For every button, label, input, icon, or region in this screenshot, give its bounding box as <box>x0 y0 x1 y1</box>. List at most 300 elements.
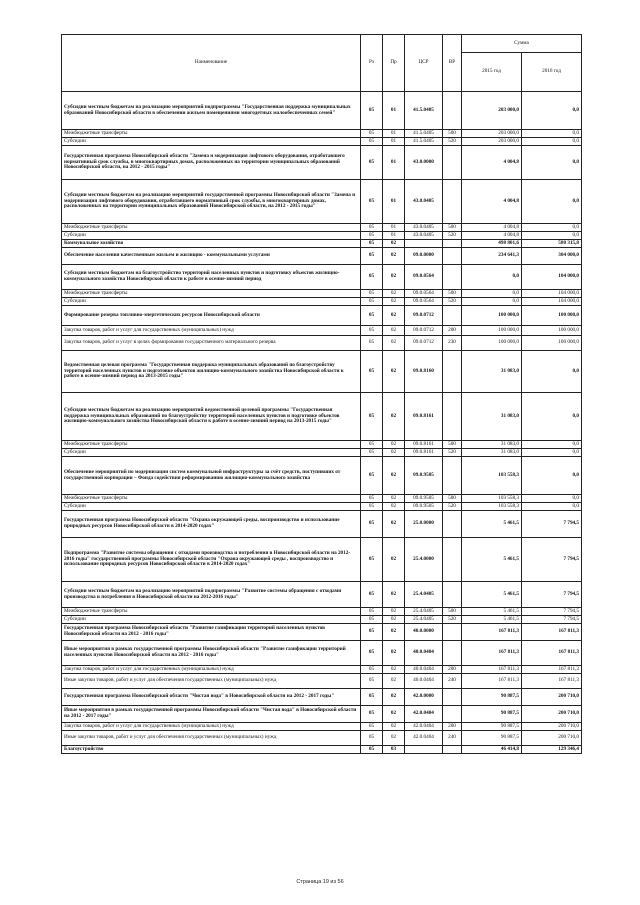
row-sum-2015: 31 083,0 <box>462 351 522 393</box>
row-pr: 02 <box>383 706 405 723</box>
row-rz: 05 <box>361 290 383 298</box>
row-sum-2015: 90 887,5 <box>462 706 522 723</box>
table-row <box>62 248 582 265</box>
row-rz: 05 <box>361 608 383 616</box>
table-row <box>62 503 582 511</box>
header-csr: ЦСР <box>405 35 443 92</box>
row-sum-2015: 167 811,3 <box>462 674 522 689</box>
row-sum-2015: 31 083,0 <box>462 393 522 441</box>
row-sum-2015: 46 414,8 <box>462 746 522 754</box>
row-pr: 02 <box>383 689 405 706</box>
row-vr: 520 <box>443 298 462 306</box>
row-pr: 02 <box>383 393 405 441</box>
row-csr: 40.0.0404 <box>405 674 443 689</box>
row-sum-2016: 304 000,0 <box>522 248 582 265</box>
row-name: Ведомственная целевая программа "Государственная поддержка муниципальных образований по благоустройству территорий населенных пунктов и подготовке объектов жилищно-коммунального хозяйства Новосибирской области к работе в осенне-зимний период на 2013-2015 годы" <box>62 351 361 393</box>
row-vr <box>443 689 462 706</box>
row-csr: 41.5.0405 <box>405 92 443 130</box>
row-sum-2016: 104 000,0 <box>522 265 582 290</box>
row-sum-2016: 0,0 <box>522 130 582 138</box>
header-sum: Сумма <box>462 35 582 53</box>
row-sum-2016: 7 794,5 <box>522 608 582 616</box>
row-sum-2016: 200 710,0 <box>522 706 582 723</box>
row-csr: 42.0.0404 <box>405 731 443 746</box>
row-pr: 02 <box>383 298 405 306</box>
row-sum-2015: 5 461,5 <box>462 538 522 582</box>
row-pr: 02 <box>383 723 405 731</box>
row-name: Субсидии местным бюджетам на реализацию мероприятий подпрограммы "Развитие системы обращения с отходами производства и потребления в Новосибирской области на 2012-2016 годы" <box>62 582 361 608</box>
row-rz: 05 <box>361 180 383 224</box>
row-pr: 02 <box>383 290 405 298</box>
row-vr: 200 <box>443 326 462 336</box>
row-rz: 05 <box>361 92 383 130</box>
row-pr: 02 <box>383 248 405 265</box>
row-pr: 03 <box>383 746 405 754</box>
row-rz: 05 <box>361 146 383 180</box>
row-sum-2015: 203 000,0 <box>462 130 522 138</box>
row-vr <box>443 393 462 441</box>
row-name: Субсидии местным бюджетам на реализацию мероприятий подпрограммы "Государственная поддержка муниципальных образований Новосибирской области в обеспечении жильем помещениями многодетных малообеспеченных семей" <box>62 92 361 130</box>
row-csr: 25.0.0000 <box>405 511 443 538</box>
row-sum-2015: 0,0 <box>462 265 522 290</box>
table-row <box>62 731 582 746</box>
row-name: Иные закупки товаров, работ и услуг для обеспечения государственных (муниципальных) нужд <box>62 674 361 689</box>
row-rz: 05 <box>361 441 383 449</box>
row-csr: 09.0.0564 <box>405 265 443 290</box>
row-name: Межбюджетные трансферты <box>62 608 361 616</box>
row-csr: 43.0.0405 <box>405 180 443 224</box>
row-rz: 05 <box>361 746 383 754</box>
header-year-2016: 2016 год <box>522 53 582 92</box>
row-pr: 02 <box>383 624 405 641</box>
row-rz: 05 <box>361 641 383 666</box>
row-vr: 230 <box>443 336 462 351</box>
row-rz: 05 <box>361 248 383 265</box>
table-row <box>62 641 582 666</box>
header-pr: Пр <box>383 35 405 92</box>
row-rz: 05 <box>361 265 383 290</box>
row-rz: 05 <box>361 731 383 746</box>
row-sum-2016: 167 811,3 <box>522 641 582 666</box>
table-row <box>62 441 582 449</box>
row-name: Закупка товаров, работ и услуг для государственных (муниципальных) нужд <box>62 666 361 674</box>
row-rz: 05 <box>361 706 383 723</box>
row-sum-2015: 167 811,3 <box>462 641 522 666</box>
row-sum-2015: 498 801,6 <box>462 240 522 248</box>
row-pr: 01 <box>383 146 405 180</box>
row-pr: 02 <box>383 449 405 457</box>
row-name: Коммунальное хозяйство <box>62 240 361 248</box>
row-sum-2016: 167 811,3 <box>522 674 582 689</box>
row-sum-2016: 0,0 <box>522 441 582 449</box>
row-sum-2016: 7 794,5 <box>522 538 582 582</box>
row-pr: 02 <box>383 351 405 393</box>
row-name: Субсидии местным бюджетам на реализацию мероприятий государственной программы Новосибирской области "Замена и модернизация лифтового оборудования, отработавшего нормативный срок службы, в многоквартирных домах, расположенных на территории муниципальных образований Новосибирской области, на 2012 - 2015 годы" <box>62 180 361 224</box>
row-csr: 09.0.9505 <box>405 503 443 511</box>
row-rz: 05 <box>361 449 383 457</box>
row-sum-2015: 100 000,0 <box>462 326 522 336</box>
row-pr: 02 <box>383 457 405 495</box>
row-vr <box>443 746 462 754</box>
row-sum-2015: 90 887,5 <box>462 723 522 731</box>
row-vr <box>443 706 462 723</box>
row-name: Государственная программа Новосибирской области "Развитие газификации территорий населенных пунктов Новосибирской области на 2012 - 2016 годы" <box>62 624 361 641</box>
row-name: Подпрограмма "Развитие системы обращения с отходами производства и потребления в Новосибирской области на 2012-2016 годы" государственной программы Новосибирской области "Охрана окружающей среды , воспроизводство и использование природных ресурсов Новосибирской области в 2014-2020 годах" <box>62 538 361 582</box>
row-vr <box>443 240 462 248</box>
row-sum-2016: 200 710,0 <box>522 689 582 706</box>
row-name: Субсидии <box>62 138 361 146</box>
row-name: Обеспечение населения качественным жильем и жилищно - коммунальными услугами <box>62 248 361 265</box>
row-pr: 01 <box>383 130 405 138</box>
table-row <box>62 265 582 290</box>
row-sum-2015: 31 083,0 <box>462 441 522 449</box>
row-name: Закупка товаров, работ и услуг в целях формирования государственного материального резерва <box>62 336 361 351</box>
table-row <box>62 511 582 538</box>
row-sum-2015: 31 083,0 <box>462 449 522 457</box>
budget-table <box>61 34 582 754</box>
row-csr: 09.0.9505 <box>405 495 443 503</box>
row-rz: 05 <box>361 224 383 232</box>
row-vr: 520 <box>443 449 462 457</box>
table-row <box>62 290 582 298</box>
row-name: Иные мероприятия в рамках государственной программы Новосибирской области "Развитие газификации территорий населенных пунктов Новосибирской области на 2012 - 2016 годы" <box>62 641 361 666</box>
row-sum-2016: 0,0 <box>522 351 582 393</box>
header-rz: Рз <box>361 35 383 92</box>
row-sum-2016: 0,0 <box>522 224 582 232</box>
row-csr <box>405 746 443 754</box>
row-csr <box>405 240 443 248</box>
row-sum-2016: 200 710,0 <box>522 723 582 731</box>
row-name: Субсидии <box>62 298 361 306</box>
row-vr: 520 <box>443 138 462 146</box>
table-row <box>62 351 582 393</box>
row-name: Субсидии <box>62 232 361 240</box>
row-vr: 500 <box>443 224 462 232</box>
row-rz: 05 <box>361 689 383 706</box>
row-sum-2015: 100 000,0 <box>462 306 522 326</box>
row-rz: 05 <box>361 457 383 495</box>
row-vr <box>443 538 462 582</box>
row-sum-2015: 90 887,5 <box>462 731 522 746</box>
row-sum-2015: 234 641,3 <box>462 248 522 265</box>
row-sum-2015: 0,0 <box>462 290 522 298</box>
row-sum-2015: 5 461,5 <box>462 616 522 624</box>
header-vr: ВР <box>443 35 462 92</box>
row-pr: 02 <box>383 616 405 624</box>
row-name: Межбюджетные трансферты <box>62 441 361 449</box>
table-header <box>62 35 582 92</box>
row-rz: 05 <box>361 138 383 146</box>
row-sum-2016: 100 000,0 <box>522 326 582 336</box>
table-body <box>62 92 582 754</box>
row-pr: 02 <box>383 731 405 746</box>
table-row <box>62 746 582 754</box>
row-pr: 02 <box>383 495 405 503</box>
row-sum-2016: 167 811,3 <box>522 666 582 674</box>
row-csr: 09.0.8161 <box>405 449 443 457</box>
row-name: Иные закупки товаров, работ и услуг для обеспечения государственных (муниципальных) нужд <box>62 731 361 746</box>
row-name: Закупка товаров, работ и услуг для государственных (муниципальных) нужд <box>62 723 361 731</box>
budget-document-page <box>61 34 581 754</box>
row-sum-2016: 7 794,5 <box>522 582 582 608</box>
table-row <box>62 706 582 723</box>
row-rz: 05 <box>361 393 383 441</box>
row-csr: 43.0.0405 <box>405 232 443 240</box>
row-name: Иные мероприятия в рамках государственной программы Новосибирской области "Чистая вода" в Новосибирской области на 2012 - 2017 годы" <box>62 706 361 723</box>
row-pr: 02 <box>383 641 405 666</box>
row-vr: 500 <box>443 130 462 138</box>
row-sum-2016: 0,0 <box>522 92 582 130</box>
row-pr: 01 <box>383 232 405 240</box>
row-sum-2016: 0,0 <box>522 180 582 224</box>
table-row <box>62 232 582 240</box>
row-csr: 43.0.0405 <box>405 224 443 232</box>
row-csr: 25.4.0405 <box>405 608 443 616</box>
row-vr: 240 <box>443 731 462 746</box>
table-row <box>62 180 582 224</box>
row-rz: 05 <box>361 326 383 336</box>
row-rz: 05 <box>361 495 383 503</box>
row-vr <box>443 180 462 224</box>
table-row <box>62 616 582 624</box>
row-name: Закупка товаров, работ и услуг для государственных (муниципальных) нужд <box>62 326 361 336</box>
row-vr <box>443 641 462 666</box>
row-sum-2015: 0,0 <box>462 298 522 306</box>
table-row <box>62 393 582 441</box>
row-pr: 02 <box>383 538 405 582</box>
row-csr: 09.0.0712 <box>405 306 443 326</box>
table-row <box>62 240 582 248</box>
row-name: Межбюджетные трансферты <box>62 290 361 298</box>
table-row <box>62 457 582 495</box>
row-sum-2015: 167 811,3 <box>462 624 522 641</box>
row-vr <box>443 582 462 608</box>
row-pr: 02 <box>383 326 405 336</box>
row-pr: 02 <box>383 511 405 538</box>
table-row <box>62 538 582 582</box>
row-vr: 200 <box>443 723 462 731</box>
row-sum-2016: 0,0 <box>522 449 582 457</box>
row-pr: 02 <box>383 336 405 351</box>
table-row <box>62 146 582 180</box>
table-row <box>62 130 582 138</box>
row-sum-2016: 104 000,0 <box>522 290 582 298</box>
row-csr: 42.0.0404 <box>405 706 443 723</box>
row-vr <box>443 265 462 290</box>
table-row <box>62 224 582 232</box>
table-row <box>62 495 582 503</box>
row-csr: 41.5.0405 <box>405 130 443 138</box>
row-name: Субсидии <box>62 503 361 511</box>
row-vr: 520 <box>443 503 462 511</box>
row-sum-2016: 7 794,5 <box>522 616 582 624</box>
row-vr: 520 <box>443 232 462 240</box>
table-row <box>62 298 582 306</box>
row-csr: 40.0.0404 <box>405 666 443 674</box>
row-vr: 500 <box>443 608 462 616</box>
table-row <box>62 336 582 351</box>
page-footer: Страница 19 из 56 <box>296 879 344 885</box>
row-csr: 41.5.0405 <box>405 138 443 146</box>
row-vr <box>443 624 462 641</box>
row-sum-2015: 4 004,8 <box>462 232 522 240</box>
row-name: Межбюджетные трансферты <box>62 224 361 232</box>
row-vr: 240 <box>443 674 462 689</box>
table-row <box>62 92 582 130</box>
row-sum-2015: 4 004,8 <box>462 180 522 224</box>
row-rz: 05 <box>361 511 383 538</box>
row-sum-2015: 103 558,3 <box>462 503 522 511</box>
row-name: Межбюджетные трансферты <box>62 130 361 138</box>
row-rz: 05 <box>361 723 383 731</box>
row-sum-2015: 203 000,0 <box>462 92 522 130</box>
row-sum-2016: 167 811,3 <box>522 624 582 641</box>
row-sum-2016: 200 710,0 <box>522 731 582 746</box>
row-sum-2015: 167 811,3 <box>462 666 522 674</box>
table-row <box>62 666 582 674</box>
row-rz: 05 <box>361 336 383 351</box>
row-pr: 01 <box>383 92 405 130</box>
table-row <box>62 689 582 706</box>
row-name: Формирование резерва топливно-энергетических ресурсов Новосибирской области <box>62 306 361 326</box>
row-rz: 05 <box>361 240 383 248</box>
table-row <box>62 608 582 616</box>
row-pr: 02 <box>383 503 405 511</box>
row-vr: 520 <box>443 616 462 624</box>
row-csr: 42.0.0404 <box>405 723 443 731</box>
row-name: Благоустройство <box>62 746 361 754</box>
row-csr: 09.0.0564 <box>405 290 443 298</box>
row-vr <box>443 248 462 265</box>
row-name: Государственная программа Новосибирской области "Охрана окружающей среды, воспроизводство и использование природных ресурсов Новосибирской области в 2014-2020 годах" <box>62 511 361 538</box>
row-pr: 02 <box>383 582 405 608</box>
row-sum-2016: 104 000,0 <box>522 298 582 306</box>
row-pr: 02 <box>383 306 405 326</box>
row-pr: 02 <box>383 608 405 616</box>
row-rz: 05 <box>361 666 383 674</box>
row-sum-2015: 100 000,0 <box>462 336 522 351</box>
row-pr: 02 <box>383 265 405 290</box>
row-vr: 500 <box>443 495 462 503</box>
row-sum-2016: 129 346,4 <box>522 746 582 754</box>
row-sum-2015: 90 887,5 <box>462 689 522 706</box>
row-name: Межбюджетные трансферты <box>62 495 361 503</box>
row-name: Субсидии местным бюджетам на реализацию мероприятий ведомственной целевой программы "Государственная поддержка муниципальных образований по благоустройству территорий населенных пунктов и подготовке объектов жилищно-коммунального хозяйства Новосибирской области к работе в осенне-зимний период на 2013-2015 годы" <box>62 393 361 441</box>
row-rz: 05 <box>361 624 383 641</box>
row-name: Государственная программа Новосибирской области "Чистая вода" в Новосибирской области на 2012 - 2017 годы" <box>62 689 361 706</box>
row-name: Субсидии <box>62 449 361 457</box>
row-sum-2016: 0,0 <box>522 457 582 495</box>
row-sum-2016: 0,0 <box>522 138 582 146</box>
row-name: Обеспечение мероприятий по модернизации систем коммунальной инфраструктуры за счёт средств, поступивших от государственной корпорации – Фонда содействия реформированию жилищно-коммунального хозяйства <box>62 457 361 495</box>
row-sum-2015: 5 461,5 <box>462 511 522 538</box>
row-csr: 09.0.8161 <box>405 393 443 441</box>
row-sum-2015: 203 000,0 <box>462 138 522 146</box>
table-row <box>62 138 582 146</box>
row-csr: 09.0.0712 <box>405 326 443 336</box>
table-row <box>62 582 582 608</box>
row-rz: 05 <box>361 538 383 582</box>
row-csr: 09.0.8161 <box>405 441 443 449</box>
row-rz: 05 <box>361 503 383 511</box>
row-csr: 09.0.0712 <box>405 336 443 351</box>
row-name: Государственная программа Новосибирской области "Замена и модернизация лифтового оборудования, отработавшего нормативный срок службы, в многоквартирных домах, расположенных на территории муниципальных образований Новосибирской области, на 2012 - 2015 годы" <box>62 146 361 180</box>
row-sum-2016: 7 794,5 <box>522 511 582 538</box>
row-rz: 05 <box>361 616 383 624</box>
row-vr: 500 <box>443 290 462 298</box>
row-csr: 09.0.0000 <box>405 248 443 265</box>
table-row <box>62 326 582 336</box>
row-rz: 05 <box>361 130 383 138</box>
row-csr: 25.4.0405 <box>405 616 443 624</box>
row-name: Субсидии местным бюджетам на благоустройство территорий населенных пунктов и подготовку объектов жилищно-коммунального хозяйства Новосибирской области к работе в осенне-зимний период <box>62 265 361 290</box>
row-sum-2015: 4 004,8 <box>462 224 522 232</box>
row-vr <box>443 92 462 130</box>
row-vr <box>443 306 462 326</box>
row-sum-2016: 0,0 <box>522 146 582 180</box>
row-vr <box>443 146 462 180</box>
row-rz: 05 <box>361 306 383 326</box>
row-sum-2015: 5 461,5 <box>462 582 522 608</box>
row-rz: 05 <box>361 351 383 393</box>
row-sum-2015: 103 558,3 <box>462 457 522 495</box>
row-sum-2016: 0,0 <box>522 503 582 511</box>
row-pr: 02 <box>383 441 405 449</box>
row-sum-2016: 0,0 <box>522 393 582 441</box>
row-pr: 01 <box>383 180 405 224</box>
table-row <box>62 449 582 457</box>
row-sum-2016: 100 000,0 <box>522 336 582 351</box>
row-csr: 40.0.0000 <box>405 624 443 641</box>
row-vr <box>443 457 462 495</box>
row-vr: 200 <box>443 666 462 674</box>
row-vr: 500 <box>443 441 462 449</box>
row-sum-2015: 103 558,3 <box>462 495 522 503</box>
table-row <box>62 624 582 641</box>
row-rz: 05 <box>361 674 383 689</box>
row-name: Субсидии <box>62 616 361 624</box>
row-sum-2015: 4 004,8 <box>462 146 522 180</box>
row-csr: 42.0.0000 <box>405 689 443 706</box>
table-row <box>62 306 582 326</box>
row-pr: 02 <box>383 666 405 674</box>
row-sum-2016: 100 000,0 <box>522 306 582 326</box>
row-pr: 01 <box>383 224 405 232</box>
table-row <box>62 674 582 689</box>
row-rz: 05 <box>361 298 383 306</box>
row-csr: 09.0.0564 <box>405 298 443 306</box>
row-sum-2016: 580 315,8 <box>522 240 582 248</box>
row-csr: 09.0.9505 <box>405 457 443 495</box>
row-csr: 43.0.0000 <box>405 146 443 180</box>
row-pr: 01 <box>383 138 405 146</box>
row-csr: 09.0.8160 <box>405 351 443 393</box>
table-row <box>62 723 582 731</box>
row-sum-2016: 0,0 <box>522 495 582 503</box>
row-vr <box>443 351 462 393</box>
row-csr: 25.4.0000 <box>405 538 443 582</box>
row-vr <box>443 511 462 538</box>
header-name: Наименование <box>62 35 361 92</box>
row-sum-2015: 5 461,5 <box>462 608 522 616</box>
row-rz: 05 <box>361 232 383 240</box>
header-year-2015: 2015 год <box>462 53 522 92</box>
row-rz: 05 <box>361 582 383 608</box>
row-csr: 40.0.0404 <box>405 641 443 666</box>
row-csr: 25.4.0405 <box>405 582 443 608</box>
row-pr: 02 <box>383 240 405 248</box>
row-sum-2016: 0,0 <box>522 232 582 240</box>
